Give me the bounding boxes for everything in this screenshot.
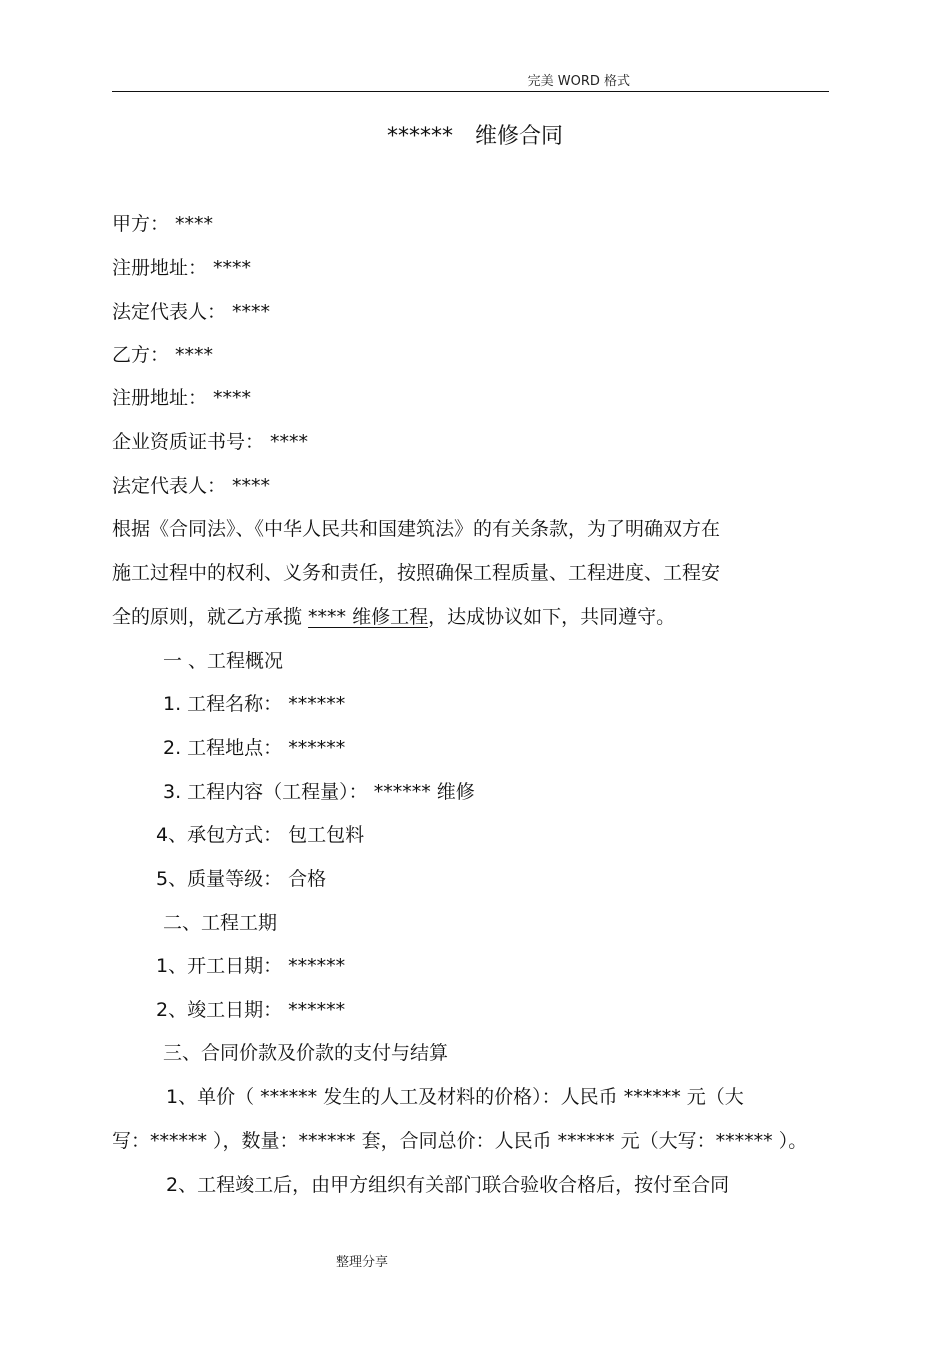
section-1-item: 2. 工程地点： ****** (163, 737, 346, 759)
party-a-name: 甲方： **** (112, 213, 214, 235)
section-1-item: 5、质量等级： 合格 (156, 868, 327, 890)
section-3-para-2-line-1: 2、工程竣工后，由甲方组织有关部门联合验收合格后，按付至合同 (166, 1174, 730, 1196)
preamble-line-1: 根据《合同法》、《中华人民共和国建筑法》的有关条款，为了明确双方在 (112, 518, 721, 540)
section-2-heading: 二、工程工期 (163, 912, 278, 934)
party-b-address: 注册地址： **** (112, 387, 252, 409)
title-stars: ****** (386, 124, 453, 149)
section-2-item: 2、竣工日期： ****** (156, 999, 346, 1021)
preamble-line-3-start: 全的原则，就乙方承揽 (112, 606, 309, 628)
section-1-item: 3. 工程内容（工程量）： ****** 维修 (163, 781, 475, 803)
section-1-heading: 一 、工程概况 (163, 650, 284, 672)
party-a-address: 注册地址： **** (112, 257, 252, 279)
preamble-line-3-end: ，达成协议如下，共同遵守。 (428, 606, 676, 628)
page-footer: 整理分享 (336, 1255, 389, 1270)
party-a-representative: 法定代表人： **** (112, 301, 271, 323)
preamble-line-2: 施工过程中的权利、义务和责任，按照确保工程质量、工程进度、工程安 (112, 562, 721, 584)
title-text: 维修合同 (474, 124, 563, 149)
section-3-para-1-line-2: 写：****** ），数量：****** 套，合同总价：人民币 ****** 元（大写：****** ）。 (112, 1130, 808, 1152)
preamble-line-3 (112, 605, 675, 629)
header-text: 完美 WORD 格式 (527, 74, 630, 89)
section-3-para-1-line-1: 1、单价（ ****** 发生的人工及材料的价格）：人民币 ****** 元（大 (166, 1086, 744, 1108)
party-b-name: 乙方： **** (112, 344, 214, 366)
header-rule (112, 91, 829, 92)
section-3-heading: 三、合同价款及价款的支付与结算 (163, 1042, 449, 1064)
document-title (0, 119, 950, 150)
party-b-representative: 法定代表人： **** (112, 475, 271, 497)
section-1-item: 1. 工程名称： ****** (163, 693, 346, 715)
party-b-certificate: 企业资质证书号： **** (112, 431, 309, 453)
section-2-item: 1、开工日期： ****** (156, 955, 346, 977)
section-1-item: 4、承包方式： 包工包料 (156, 824, 365, 846)
project-name-underlined: **** 维修工程 (308, 606, 429, 628)
